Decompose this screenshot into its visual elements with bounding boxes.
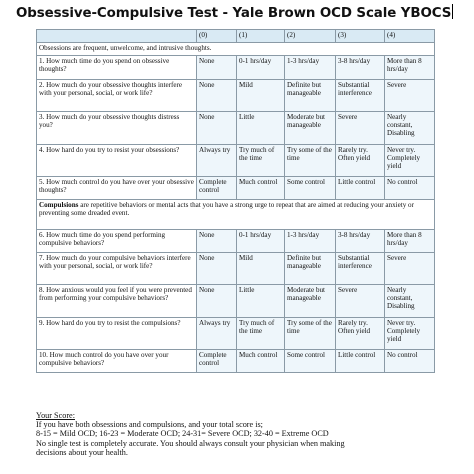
table-row (37, 112, 435, 145)
answer-option-4: No control (385, 177, 435, 200)
answer-option-2: 1-3 hrs/day (285, 56, 336, 80)
question-cell: 6. How much time do you spend performing compulsive behaviors? (37, 230, 197, 253)
question-cell: 5. How much control do you have over your obsessive thoughts? (37, 177, 197, 200)
answer-option-1: Little (237, 112, 285, 145)
question-cell: 7. How much do your compulsive behaviors interfere with your personal, social, or work life? (37, 253, 197, 285)
answer-option-1: Try much of the time (237, 145, 285, 177)
obsessions-section-row (37, 43, 435, 56)
score-line-2: 8-15 = Mild OCD; 16-23 = Moderate OCD; 24-31= Severe OCD; 32-40 = Extreme OCD (36, 429, 329, 439)
answer-option-3: Rarely try. Often yield (336, 145, 385, 177)
table-row (37, 145, 435, 177)
compulsions-bold: Compulsions (39, 201, 79, 209)
answer-option-3: Rarely try. Often yield (336, 318, 385, 350)
answer-option-2: Some control (285, 177, 336, 200)
answer-option-4: Never try. Completely yield (385, 318, 435, 350)
table-row (37, 80, 435, 112)
answer-option-2: Definite but manageable (285, 253, 336, 285)
answer-option-0: None (197, 285, 237, 318)
answer-option-1: Much control (237, 177, 285, 200)
score-line-4: decisions about your health. (36, 447, 128, 457)
answer-option-3: Substantial interference (336, 253, 385, 285)
answer-option-1: Little (237, 285, 285, 318)
question-cell: 9. How hard do you try to resist the compulsions? (37, 318, 197, 350)
ybocs-table (36, 29, 435, 373)
answer-option-3: 3-8 hrs/day (336, 230, 385, 253)
answer-option-2: 1-3 hrs/day (285, 230, 336, 253)
header-cell: (1) (237, 30, 285, 43)
answer-option-1: 0-1 hrs/day (237, 230, 285, 253)
header-cell: (2) (285, 30, 336, 43)
answer-option-0: Always try (197, 318, 237, 350)
answer-option-3: Severe (336, 112, 385, 145)
answer-option-4: Never try. Completely yield (385, 145, 435, 177)
answer-option-1: Much control (237, 350, 285, 373)
header-cell: (3) (336, 30, 385, 43)
table-header-row (37, 30, 435, 43)
text-cursor (452, 4, 453, 19)
table-row (37, 56, 435, 80)
title-text: Obsessive-Compulsive Test - Yale Brown OCD Scale YBOCS (16, 6, 452, 21)
compulsions-section-row (37, 200, 435, 230)
question-cell: 2. How much do your obsessive thoughts interfere with your personal, social, or work life? (37, 80, 197, 112)
header-cell (37, 30, 197, 43)
score-section (36, 411, 468, 457)
answer-option-2: Moderate but manageable (285, 285, 336, 318)
table-row (37, 230, 435, 253)
answer-option-4: Nearly constant, Disabling (385, 112, 435, 145)
answer-option-0: Always try (197, 145, 237, 177)
answer-option-2: Try some of the time (285, 145, 336, 177)
answer-option-4: Severe (385, 253, 435, 285)
table-row (37, 253, 435, 285)
answer-option-4: More than 8 hrs/day (385, 56, 435, 80)
page-title (16, 4, 468, 24)
answer-option-1: Try much of the time (237, 318, 285, 350)
answer-option-4: Nearly constant, Disabling (385, 285, 435, 318)
question-cell: 4. How hard do you try to resist your obsessions? (37, 145, 197, 177)
answer-option-4: No control (385, 350, 435, 373)
answer-option-2: Some control (285, 350, 336, 373)
question-cell: 1. How much time do you spend on obsessive thoughts? (37, 56, 197, 80)
header-cell: (0) (197, 30, 237, 43)
table-row (37, 177, 435, 200)
answer-option-4: Severe (385, 80, 435, 112)
compulsions-rows (37, 230, 435, 373)
header-cell: (4) (385, 30, 435, 43)
question-cell: 8. How anxious would you feel if you were prevented from performing your compulsive behaviors? (37, 285, 197, 318)
obsessions-intro: Obsessions are frequent, unwelcome, and intrusive thoughts. (37, 43, 435, 56)
answer-option-3: Substantial interference (336, 80, 385, 112)
answer-option-1: Mild (237, 253, 285, 285)
answer-option-3: 3-8 hrs/day (336, 56, 385, 80)
answer-option-2: Moderate but manageable (285, 112, 336, 145)
answer-option-2: Definite but manageable (285, 80, 336, 112)
compulsions-text: are repetitive behaviors or mental acts that you have a strong urge to repeat that are aimed at reducing your anxiety or preventing some dreaded event. (39, 201, 414, 218)
answer-option-1: Mild (237, 80, 285, 112)
answer-option-0: None (197, 80, 237, 112)
answer-option-3: Severe (336, 285, 385, 318)
answer-option-4: More than 8 hrs/day (385, 230, 435, 253)
question-cell: 10. How much control do you have over your compulsive behaviors? (37, 350, 197, 373)
score-heading: Your Score: (36, 411, 75, 420)
obsessions-rows (37, 56, 435, 200)
answer-option-0: Complete control (197, 350, 237, 373)
answer-option-0: Complete control (197, 177, 237, 200)
answer-option-0: None (197, 253, 237, 285)
answer-option-2: Try some of the time (285, 318, 336, 350)
table-row (37, 318, 435, 350)
compulsions-intro (37, 200, 435, 230)
answer-option-0: None (197, 112, 237, 145)
answer-option-0: None (197, 230, 237, 253)
answer-option-1: 0-1 hrs/day (237, 56, 285, 80)
question-cell: 3. How much do your obsessive thoughts distress you? (37, 112, 197, 145)
score-line-3: No single test is completely accurate. You should always consult your physician when making (36, 438, 345, 448)
table-row (37, 350, 435, 373)
answer-option-3: Little control (336, 177, 385, 200)
table-row (37, 285, 435, 318)
answer-option-3: Little control (336, 350, 385, 373)
answer-option-0: None (197, 56, 237, 80)
score-line-1: If you have both obsessions and compulsions, and your total score is; (36, 420, 263, 430)
